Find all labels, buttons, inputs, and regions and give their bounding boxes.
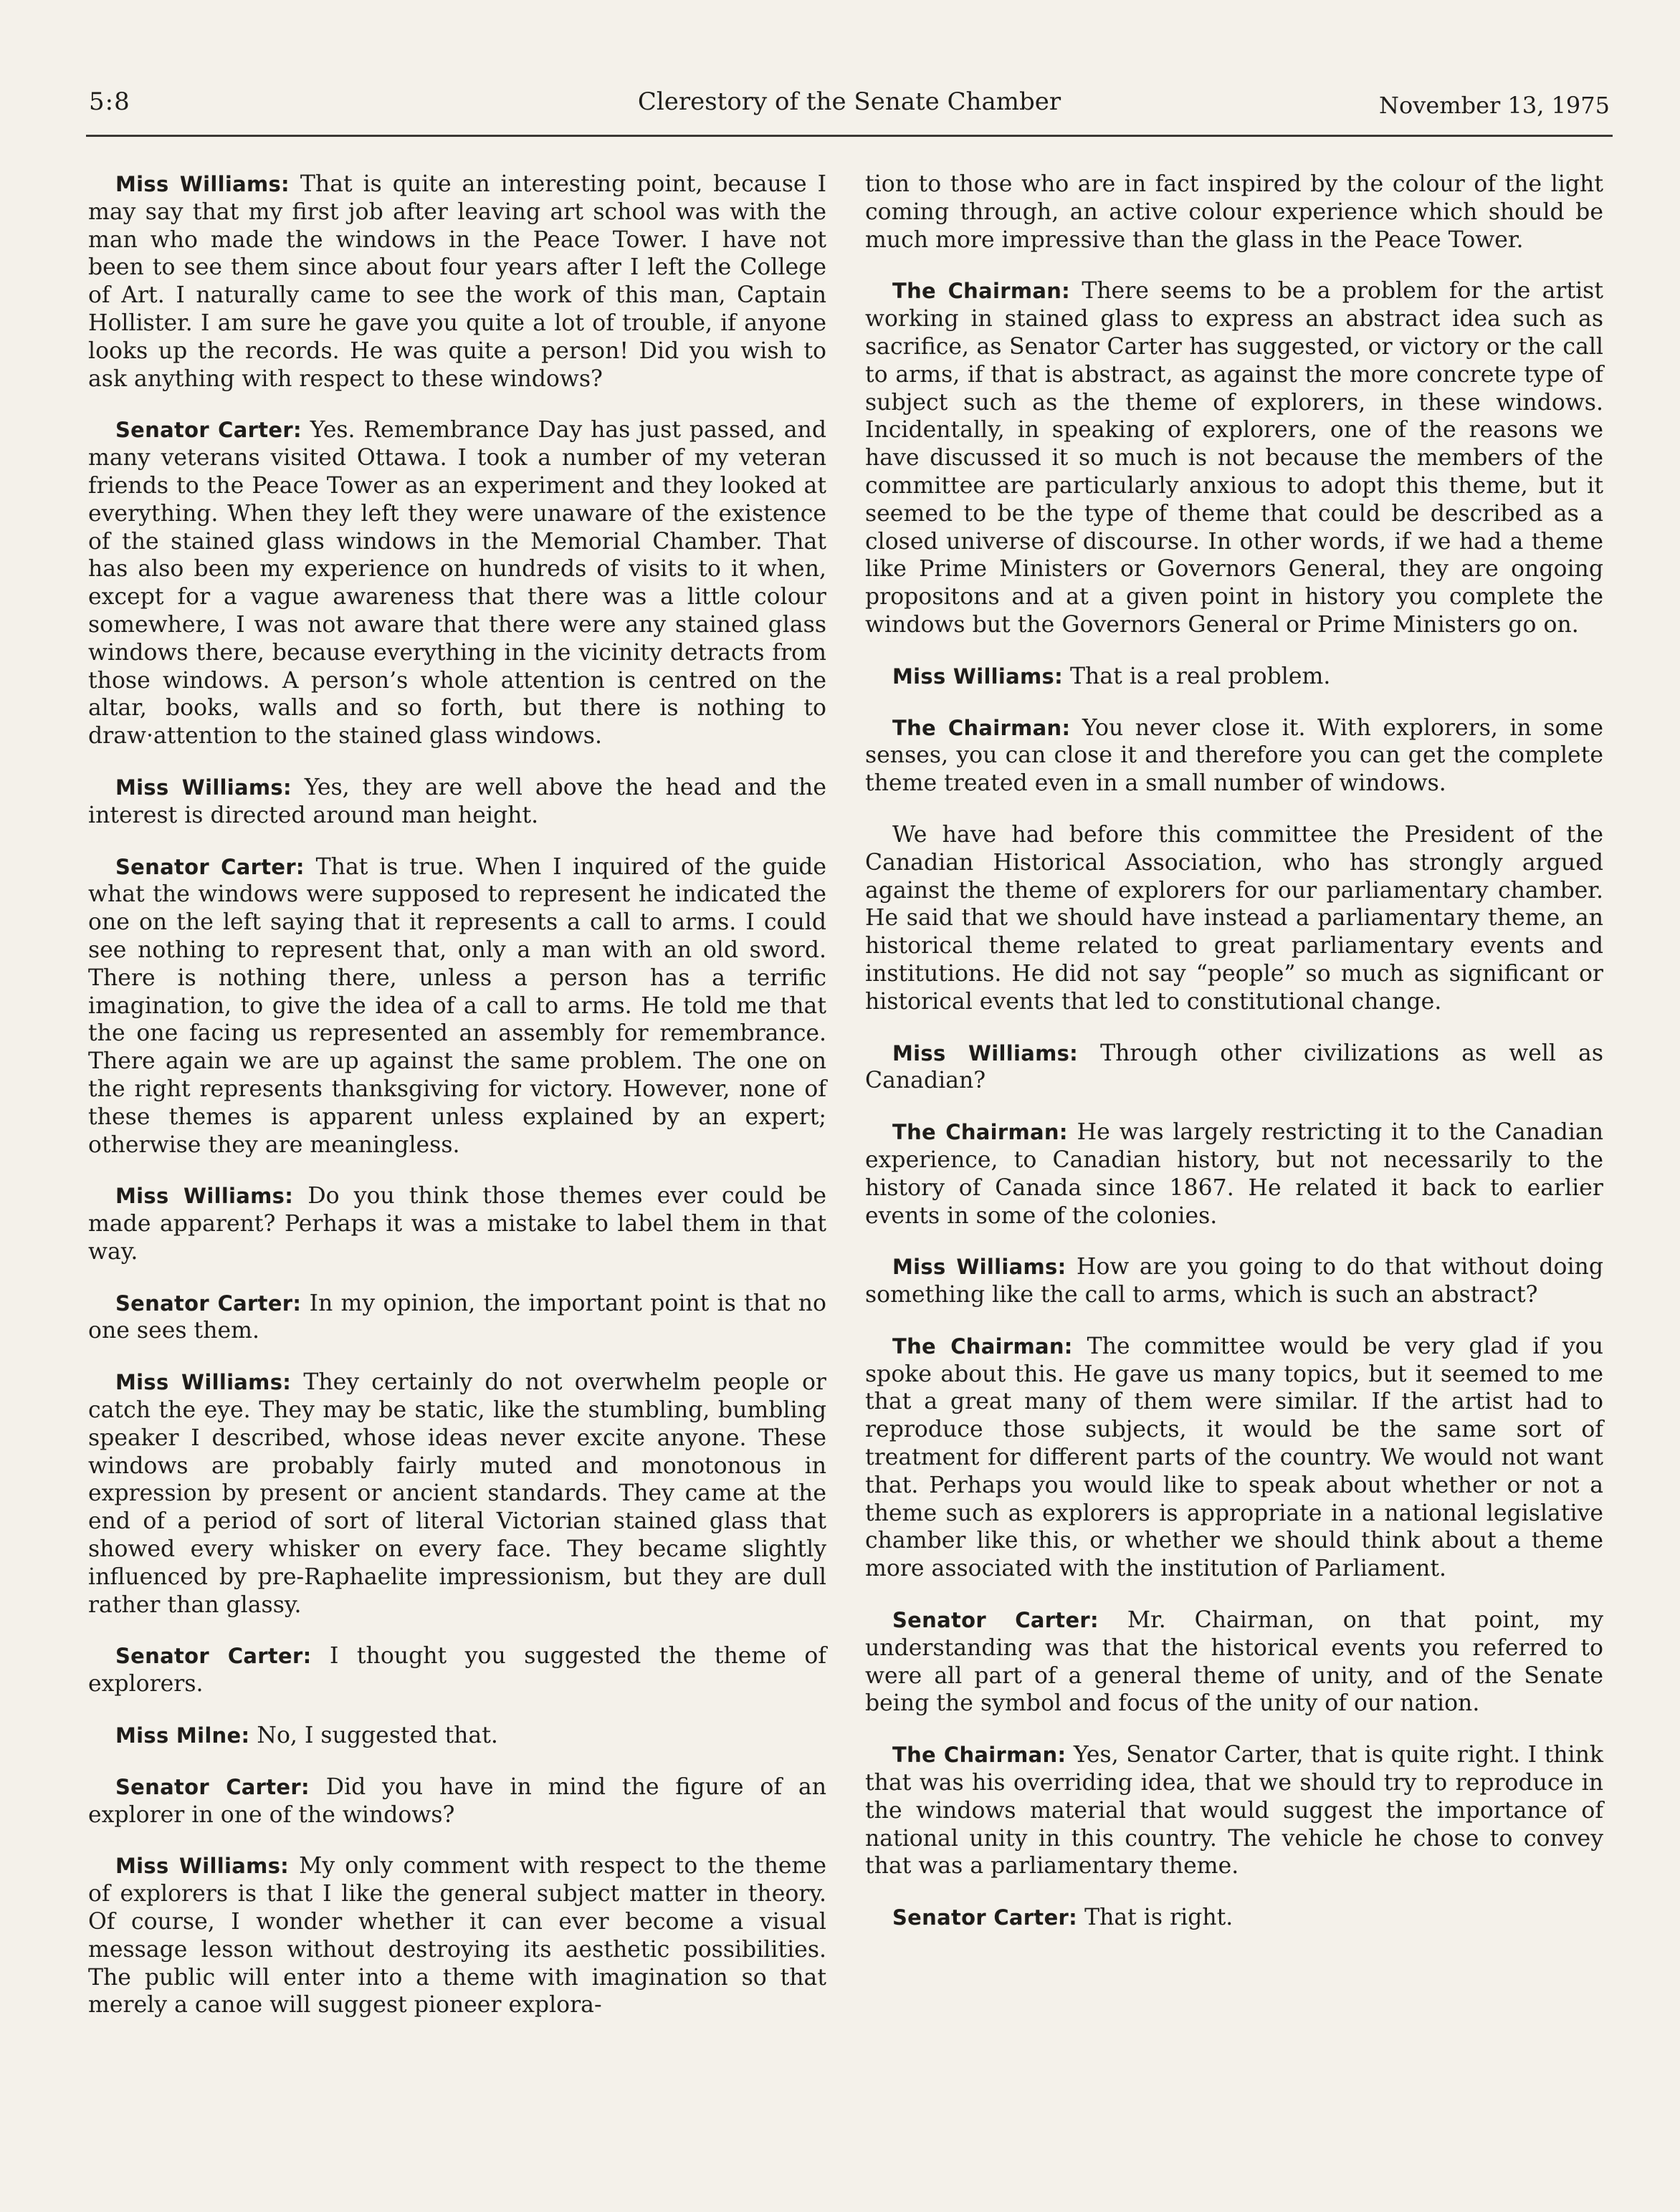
- paragraph: [88, 1290, 826, 1346]
- paragraph: [88, 1369, 826, 1619]
- speaker-name: Senator Carter:: [115, 854, 305, 879]
- paragraph-text: The committee would be very glad if you spoke about this. He gave us many topics, but it seemed to me that a great many of them were similar. If the artist had to reproduce those subjects, it would be the same sort of treatment for different parts of the country. We would not want that. Perhaps you would like to speak about whether or not a theme such as explorers is appropriate in a national legislative chamber like this, or whether we should think about a theme more associated with the institution of Parliament.: [865, 1333, 1603, 1582]
- speaker-name: Miss Williams:: [115, 1184, 294, 1209]
- paragraph: [865, 714, 1603, 798]
- speaker-name: Senator Carter:: [115, 1291, 302, 1316]
- paragraph: [865, 1607, 1603, 1718]
- paragraph-text: That is quite an interesting point, because I may say that my first job after leaving art school was with the man who made the windows in the Peace Tower. I have not been to see them since about four years after I left the College of Art. I naturally came to see the work of this man, Captain Hollister. I am sure he gave you quite a lot of trouble, if anyone looks up the records. He was quite a person! Did you wish to ask anything with respect to these windows?: [88, 171, 827, 392]
- paragraph-text: Through other civilizations as well as Canadian?: [865, 1040, 1603, 1094]
- paragraph: [865, 1253, 1603, 1309]
- paragraph-text: That is right.: [1084, 1905, 1233, 1931]
- speaker-name: The Chairman:: [892, 279, 1071, 304]
- speaker-name: Senator Carter:: [115, 1644, 312, 1669]
- paragraph-text: No, I suggested that.: [257, 1723, 498, 1749]
- speaker-name: Miss Williams:: [892, 1255, 1066, 1280]
- paragraph-continued: [865, 171, 1603, 254]
- paragraph: [88, 1773, 826, 1829]
- paragraph-text: That is a real problem.: [1070, 663, 1331, 689]
- paragraph: [865, 1904, 1603, 1932]
- paragraph: [88, 1852, 826, 2019]
- paragraph: [88, 774, 826, 830]
- left-column: [88, 171, 826, 2043]
- speaker-name: Senator Carter:: [892, 1905, 1078, 1930]
- paragraph-text: In my opinion, the important point is that no one sees them.: [88, 1290, 826, 1344]
- paragraph: [865, 821, 1603, 1016]
- page-number: 5:8: [89, 87, 130, 116]
- paragraph: [865, 1741, 1603, 1880]
- paragraph-text: Did you have in mind the figure of an explorer in one of the windows?: [88, 1773, 826, 1828]
- paragraph-text: Yes, Senator Carter, that is quite right. I think that was his overriding idea, that we should try to reproduce in the windows material that would suggest the importance of national unity in this country. The vehicle he chose to convey that was a parliamentary theme.: [865, 1742, 1603, 1880]
- speaker-name: Senator Carter:: [115, 418, 302, 443]
- right-column: [865, 171, 1603, 1955]
- speaker-name: Miss Milne:: [115, 1723, 250, 1748]
- paragraph: [88, 1722, 826, 1750]
- paragraph: [88, 1642, 826, 1698]
- speaker-name: Senator Carter:: [115, 1774, 310, 1799]
- header-title: Clerestory of the Senate Chamber: [637, 87, 1061, 116]
- paragraph-text: How are you going to do that without doing something like the call to arms, which is such an abstract?: [865, 1254, 1604, 1308]
- speaker-name: The Chairman:: [892, 1743, 1066, 1768]
- paragraph-text: Yes, they are well above the head and the interest is directed around man height.: [88, 774, 826, 828]
- speaker-name: Miss Williams:: [115, 775, 292, 800]
- speaker-name: Miss Williams:: [115, 172, 290, 196]
- paragraph-text: Yes. Remembrance Day has just passed, and many veterans visited Ottawa. I took a number of my veteran friends to the Peace Tower as an experiment and they looked at everything. When they left they were unaware of the existence of the stained glass windows in the Memorial Chamber. That has also been my experience on hundreds of visits to it when, except for a vague awareness that there was a little colour somewhere, I was not aware that there were any stained glass windows there, because everything in the vicinity detracts from those windows. A person’s whole attention is centred on the altar, books, walls and so forth, but there is nothing to draw·attention to the stained glass windows.: [88, 417, 826, 750]
- paragraph: [865, 663, 1603, 691]
- paragraph: [865, 1333, 1603, 1583]
- paragraph: [88, 853, 826, 1159]
- paragraph-text: Do you think those themes ever could be made apparent? Perhaps it was a mistake to label them in that way.: [88, 1183, 827, 1265]
- paragraph-text: That is true. When I inquired of the guide what the windows were supposed to represent he indicated the one on the left saying that it represents a call to arms. I could see nothing to represent that, only a man with an old sword. There is nothing there, unless a person has a terrific imagination, to give the idea of a call to arms. He told me that the one facing us represented an assembly for remembrance. There again we are up against the same problem. The one on the right represents thanksgiving for victory. However, none of these themes is apparent unless explained by an expert; otherwise they are meaningless.: [88, 853, 826, 1158]
- speaker-name: Miss Williams:: [115, 1854, 290, 1879]
- paragraph-text: He was largely restricting it to the Canadian experience, to Canadian history, but not necessarily to the history of Canada since 1867. He related it back to earlier events in some of the colonies.: [865, 1119, 1603, 1229]
- paragraph-text: There seems to be a problem for the artist working in stained glass to express an abstract idea such as sacrifice, as Senator Carter has suggested, or victory or the call to arms, if that is abstract, as against the more concrete type of subject such as the theme of explorers, in these windows. Incidentally, in speaking of explorers, one of the reasons we have discussed it so much is not because the members of the committee are particularly anxious to adopt this theme, but it seemed to be the type of theme that could be described as a closed universe of discourse. In other words, if we had a theme like Prime Ministers or Governors General, they are ongoing propositons and at a given point in history you complete the windows but the Governors General or Prime Ministers go on.: [865, 278, 1603, 638]
- paragraph-text: They certainly do not overwhelm people or catch the eye. They may be static, like the stumbling, bumbling speaker I described, whose ideas never excite anyone. These windows are probably fairly muted and monotonous in expression by present or ancient standards. They came at the end of a period of sort of literal Victorian stained glass that showed every whisker on every face. They became slightly influenced by pre-Raphaelite impressionism, but they are dull rather than glassy.: [88, 1369, 826, 1618]
- paragraph: [865, 1040, 1603, 1096]
- paragraph-text: tion to those who are in fact inspired by the colour of the light coming through, an active colour experience which should be much more impressive than the glass in the Peace Tower.: [865, 171, 1603, 253]
- paragraph: [865, 1119, 1603, 1230]
- speaker-name: The Chairman:: [892, 715, 1071, 740]
- speaker-name: The Chairman:: [892, 1120, 1068, 1145]
- page-header: [86, 85, 1613, 137]
- paragraph: [88, 1182, 826, 1265]
- paragraph-text: Mr. Chairman, on that point, my understanding was that the historical events you referred to were all part of a general theme of unity, and of the Senate being the symbol and focus of the unity of our nation.: [865, 1607, 1603, 1717]
- speaker-name: Miss Williams:: [892, 1040, 1079, 1066]
- paragraph: [88, 416, 826, 750]
- paragraph-text: You never close it. With explorers, in some senses, you can close it and therefore you can get the complete theme treated even in a small number of windows.: [865, 714, 1603, 797]
- speaker-name: Miss Williams:: [892, 664, 1064, 689]
- paragraph: [865, 277, 1603, 638]
- paragraph-text: I thought you suggested the theme of explorers.: [88, 1643, 826, 1698]
- speaker-name: Senator Carter:: [892, 1608, 1099, 1633]
- header-date: November 13, 1975: [1378, 92, 1610, 119]
- speaker-name: Miss Williams:: [115, 1370, 292, 1395]
- paragraph: [88, 171, 826, 393]
- speaker-name: The Chairman:: [892, 1334, 1073, 1359]
- paragraph-text: We have had before this committee the President of the Canadian Historical Association, who has strongly argued against the theme of explorers for our parliamentary chamber. He said that we should have instead a parliamentary theme, an historical theme related to great parliamentary events and institutions. He did not say “people” so much as significant or historical events that led to constitutional change.: [865, 821, 1603, 1015]
- paragraph-text: My only comment with respect to the theme of explorers is that I like the general subject matter in theory. Of course, I wonder whether it can ever become a visual message lesson without destroying its aesthetic possibilities. The public will enter into a theme with imagination so that merely a canoe will suggest pioneer explora-: [88, 1853, 827, 2019]
